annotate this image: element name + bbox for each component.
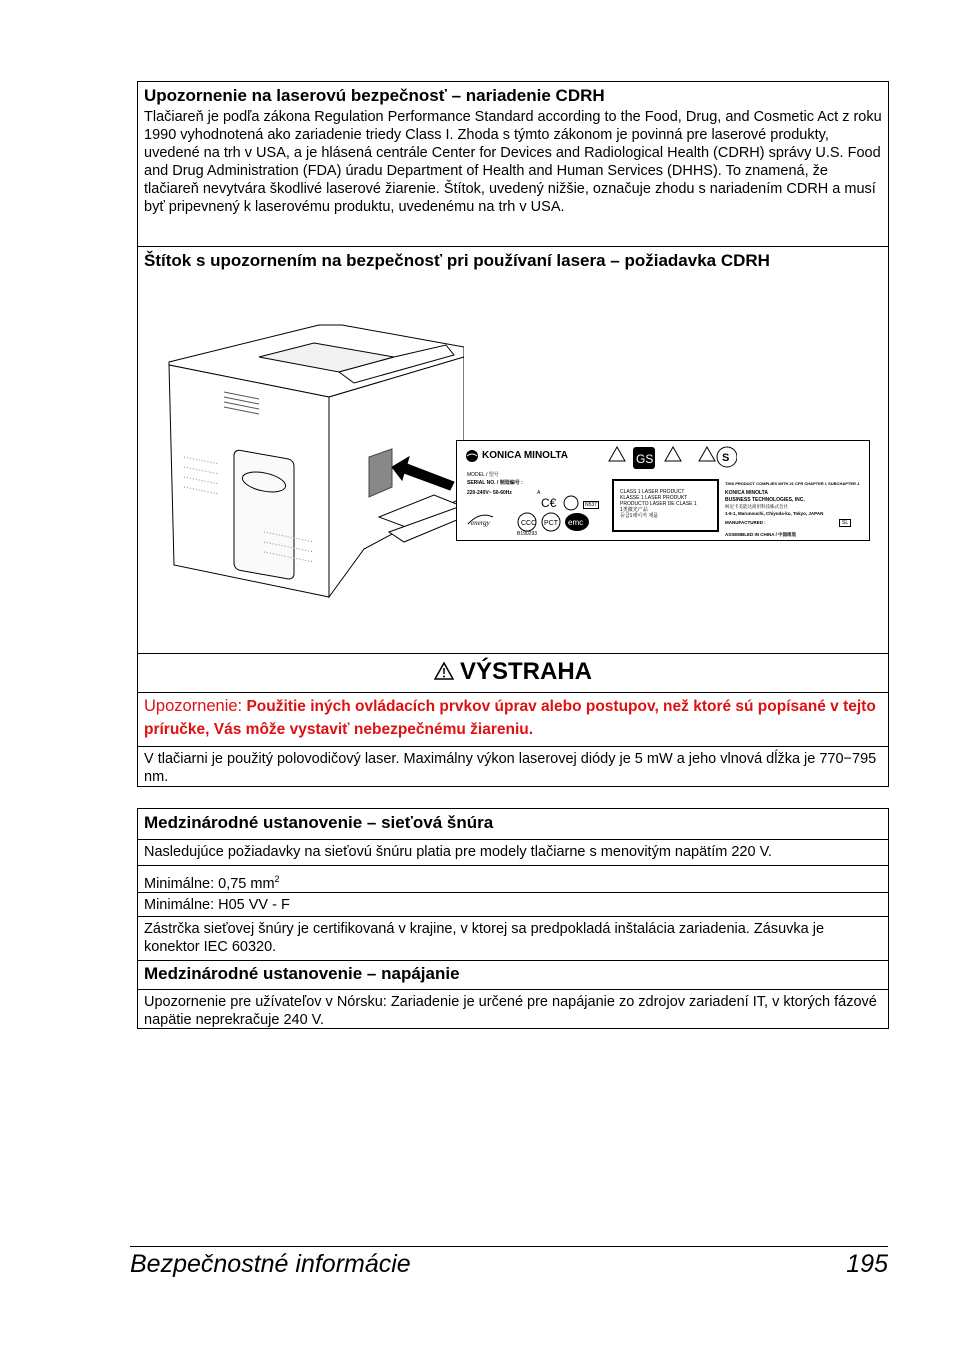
ce-mark-icon	[541, 493, 585, 513]
cord-min-area-text: Minimálne: 0,75 mm	[144, 875, 275, 892]
laser-class-box	[612, 479, 719, 532]
label-company-jp: 柯尼卡美能达商用科技株式会社	[725, 504, 788, 509]
label-code1: N537	[585, 502, 597, 508]
label-serial: SERIAL NO. / 制造编号 :	[467, 480, 523, 486]
cord-min-area	[138, 865, 888, 892]
class-line: KLASSE 1 LASER PRODUKT	[620, 495, 688, 501]
page-number: 195	[846, 1250, 888, 1278]
label-assembled: ASSEMBLED IN CHINA / 中国组装	[725, 532, 797, 537]
label-brand: KONICA MINOLTA	[482, 450, 568, 461]
svg-text:GS: GS	[636, 452, 654, 466]
warning-lead: Upozornenie:	[144, 697, 243, 715]
class-line: CLASS 1 LASER PRODUCT	[620, 489, 685, 495]
class-line: PRODUCTO LASER DE CLASE 1	[620, 501, 697, 507]
class-line: 등급1레이저 제품	[620, 513, 658, 519]
cord-requirements: Nasledujúce požiadavky na sieťovú šnúru platia pre modely tlačiarne s menovitým napätím 220 V.	[138, 839, 888, 865]
svg-text:energy: energy	[471, 519, 490, 527]
laser-safety-table	[137, 81, 889, 787]
label-model: MODEL / 型号	[467, 472, 499, 478]
svg-text:CCC: CCC	[521, 520, 537, 527]
warning-caution	[138, 692, 888, 746]
energy-star-icon	[465, 509, 495, 529]
cord-min-area-sup: 2	[274, 874, 280, 884]
printer-illustration	[164, 317, 464, 607]
svg-text:PCT: PCT	[544, 520, 558, 527]
cdrh-title: Upozornenie na laserovú bezpečnosť – nariadenie CDRH	[144, 86, 605, 105]
label-section-title: Štítok s upozornením na bezpečnosť pri používaní lasera – požiadavka CDRH	[144, 251, 770, 270]
label-company2: BUSINESS TECHNOLOGIES, INC.	[725, 497, 805, 503]
safety-marks-icon	[607, 445, 737, 477]
svg-text:C€: C€	[541, 496, 557, 510]
footer-rule	[130, 1246, 888, 1247]
cord-title: Medzinárodné ustanovenie – sieťová šnúra	[144, 813, 494, 832]
cdrh-body: Tlačiareň je podľa zákona Regulation Performance Standard according to the Food, Drug, and Cosmetic Act z roku 1990 vyhodnotená ako zariadenie triedy Class I. Zhoda s týmto zákonom je povinná pre laserové produkty, uvedené na trh v USA, a je hlásená centrále Center for Devices and Radiological Health (CDRH) správy U.S. Food and Drug Administration (FDA) úradu Department of Health and Human Services (DHHS). To znamená, že tlačiareň nevytvára škodlivé laserové žiarenie. Štítok, uvedený nižšie, označuje zhodu s nariadením CDRH a musí byť pripevnený k laserovému produktu, uvedenému na trh v USA.	[144, 109, 882, 215]
warning-triangle-icon	[434, 662, 454, 680]
warning-header	[138, 653, 888, 692]
cord-min-type: Minimálne: H05 VV - F	[138, 892, 888, 916]
label-compliance: THIS PRODUCT COMPLIES WITH 21 CFR CHAPTER I, SUBCHAPTER J.	[725, 481, 861, 486]
label-address: 1-6-1, Marunouchi, Chiyoda-ku, Tokyo, JAPAN	[725, 511, 824, 516]
label-sl: SL	[839, 519, 851, 527]
warning-note: V tlačiarni je použitý polovodičový laser. Maximálny výkon laserovej diódy je 5 mW a jeho vlnová dĺžka je 770−795 nm.	[138, 746, 888, 791]
label-company: KONICA MINOLTA	[725, 490, 768, 496]
class-line: 1类激光产品	[620, 507, 648, 513]
power-title: Medzinárodné ustanovenie – napájanie	[138, 960, 888, 989]
label-amp: A	[537, 490, 541, 496]
konica-minolta-logo-icon	[465, 449, 479, 463]
label-manufactured: MANUFACTURED :	[725, 520, 766, 525]
certification-marks-icon	[517, 511, 607, 533]
warning-text: Použitie iných ovládacích prvkov úprav alebo postupov, než ktoré sú popísané v tejto príručke, Vás môže vystaviť nebezpečnému žiareniu.	[144, 698, 876, 738]
cdrh-label-plate	[456, 440, 870, 541]
svg-text:emc: emc	[568, 518, 584, 527]
label-power: 220-240V~ 50-60Hz	[467, 490, 512, 496]
label-code2: B190293	[517, 531, 538, 537]
svg-text:S: S	[722, 452, 730, 464]
cdrh-section	[138, 82, 888, 246]
warning-title: VÝSTRAHA	[459, 658, 592, 685]
international-regulations-table	[137, 808, 889, 1029]
cord-plug: Zástrčka sieťovej šnúry je certifikovaná v krajine, v ktorej sa predpokladá inštalácia zariadenia. Zásuvka je konektor IEC 60320.	[138, 916, 888, 960]
label-section	[138, 246, 888, 653]
footer-title: Bezpečnostné informácie	[130, 1250, 411, 1278]
power-text: Upozornenie pre užívateľov v Nórsku: Zariadenie je určené pre napájanie zo zdrojov zariadení IT, v ktorých fázové napätie neprekračuje 240 V.	[138, 989, 888, 1034]
